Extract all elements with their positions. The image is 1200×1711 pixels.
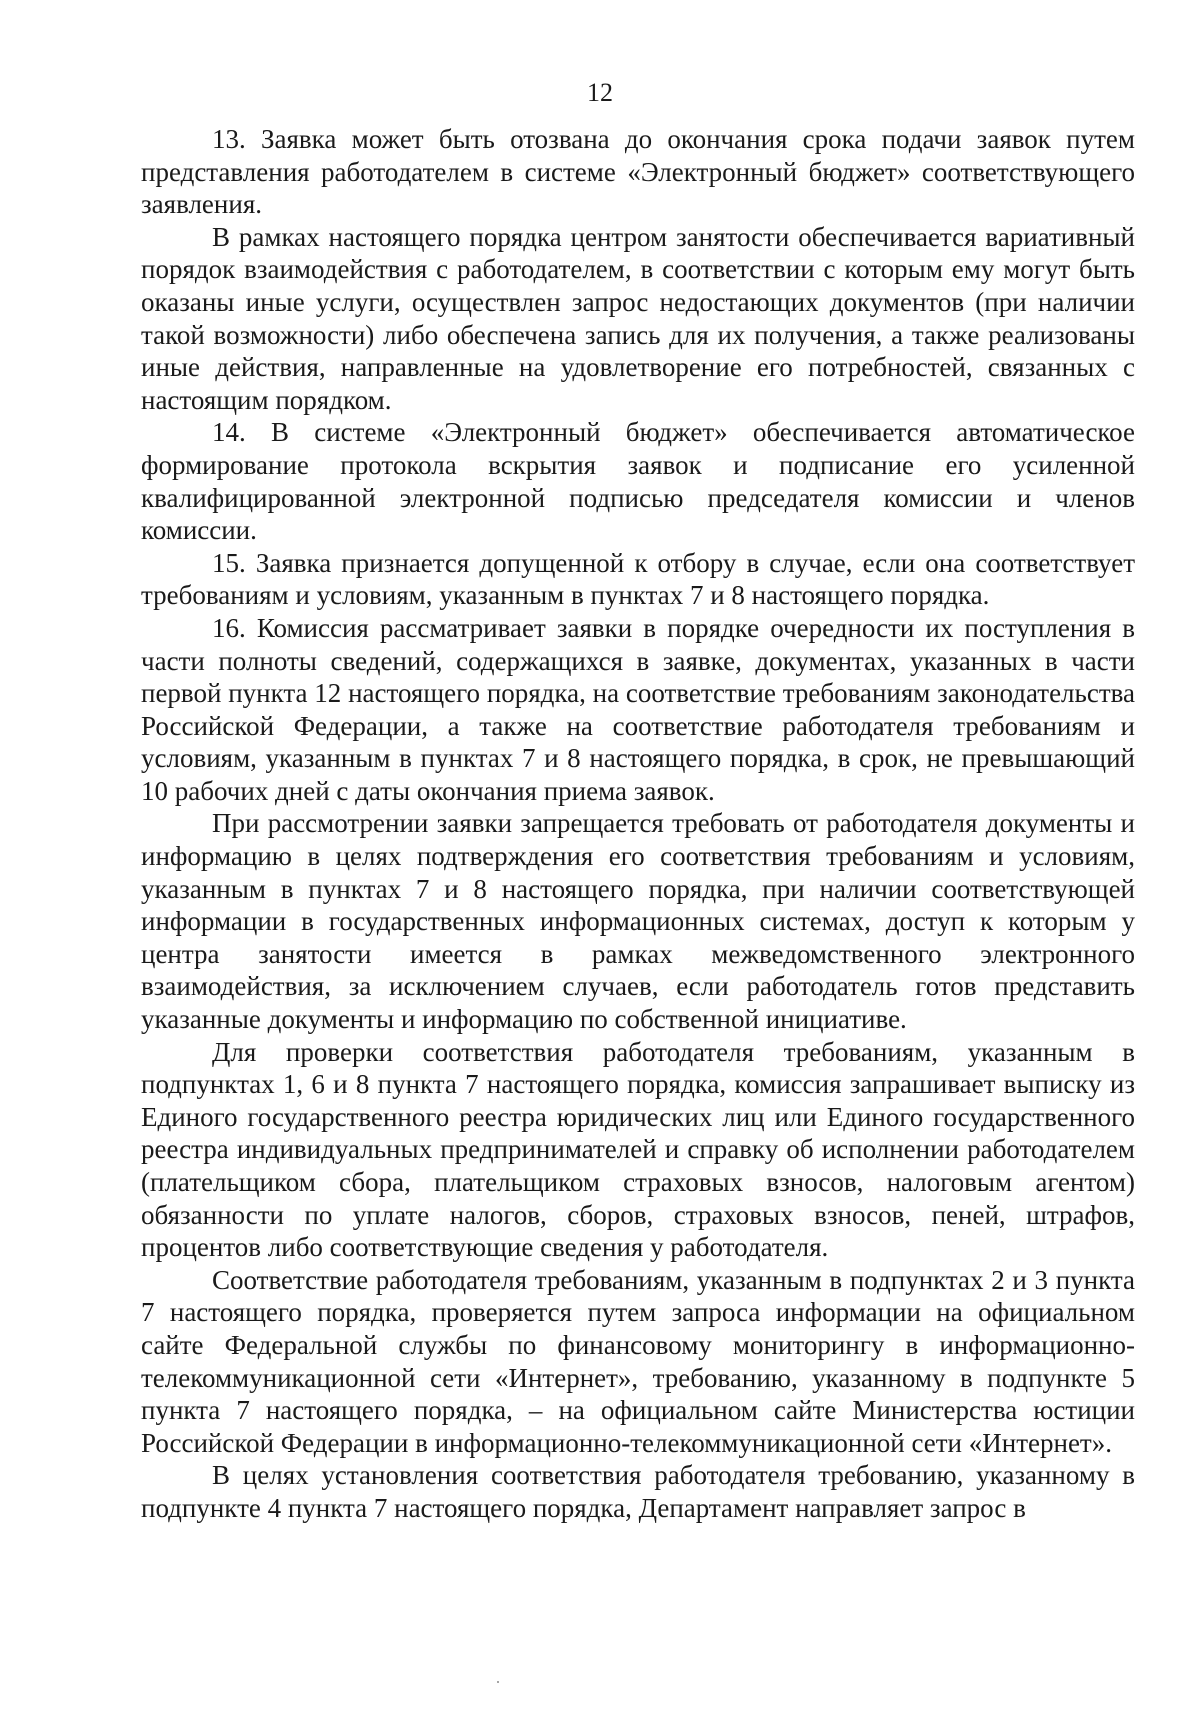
- paragraph-15: 15. Заявка признается допущенной к отбору в случае, если она соответствует требованиям и условиям, указанным в пунктах 7 и 8 настоящего порядка.: [141, 547, 1135, 611]
- paragraph-16: 16. Комиссия рассматривает заявки в порядке очередности их поступления в части полноты сведений, содержащихся в заявке, документах, указанных в части первой пункта 12 настоящего порядка, на соответствие требованиям законодательства Российской Федерации, а также на соответствие работодателя требованиям и условиям, указанным в пунктах 7 и 8 настоящего порядка, в срок, не превышающий 10 рабочих дней с даты окончания приема заявок.: [141, 612, 1135, 806]
- paragraph-department-request: В целях установления соответствия работодателя требованию, указанному в подпункте 4 пункта 7 настоящего порядка, Департамент направляет запрос в: [141, 1460, 1135, 1523]
- paragraph-website-check: Соответствие работодателя требованиям, указанным в подпунктах 2 и 3 пункта 7 настоящего порядка, проверяется путем запроса информации на официальном сайте Федеральной службы по финансовому мониторингу в информационно-телекоммуникационной сети «Интернет», требованию, указанному в подпункте 5 пункта 7 настоящего порядка, – на официальном сайте Министерства юстиции Российской Федерации в информационно-телекоммуникационной сети «Интернет».: [141, 1264, 1135, 1458]
- scan-speck: [497, 1681, 499, 1683]
- paragraph-14: 14. В системе «Электронный бюджет» обеспечивается автоматическое формирование протокола вскрытия заявок и подписание его усиленной квалифицированной электронной подписью председателя комиссии и членов комиссии.: [141, 417, 1135, 546]
- page-number: 12: [587, 78, 613, 107]
- paragraph-review-restriction: При рассмотрении заявки запрещается требовать от работодателя документы и информацию в целях подтверждения его соответствия требованиям и условиям, указанным в пунктах 7 и 8 настоящего порядка, при наличии соответствующей информации в государственных информационных системах, доступ к которым у центра занятости имеется в рамках межведомственного электронного взаимодействия, за исключением случаев, если работодатель готов представить указанные документы и информацию по собственной инициативе.: [141, 808, 1135, 1035]
- document-body: [141, 123, 1135, 1525]
- paragraph-variative-order: В рамках настоящего порядка центром занятости обеспечивается вариативный порядок взаимодействия с работодателем, в соответствии с которым ему могут быть оказаны иные услуги, осуществлен запрос недостающих документов (при наличии такой возможности) либо обеспечена запись для их получения, а также реализованы иные действия, направленные на удовлетворение его потребностей, связанных с настоящим порядком.: [141, 221, 1135, 415]
- paragraph-13: 13. Заявка может быть отозвана до окончания срока подачи заявок путем представления работодателем в системе «Электронный бюджет» соответствующего заявления.: [141, 124, 1135, 220]
- paragraph-registry-check: Для проверки соответствия работодателя требованиям, указанным в подпунктах 1, 6 и 8 пункта 7 настоящего порядка, комиссия запрашивает выписку из Единого государственного реестра юридических лиц или Единого государственного реестра индивидуальных предпринимателей и справку об исполнении работодателем (плательщиком сбора, плательщиком страховых взносов, налоговым агентом) обязанности по уплате налогов, сборов, страховых взносов, пеней, штрафов, процентов либо соответствующие сведения у работодателя.: [141, 1036, 1135, 1263]
